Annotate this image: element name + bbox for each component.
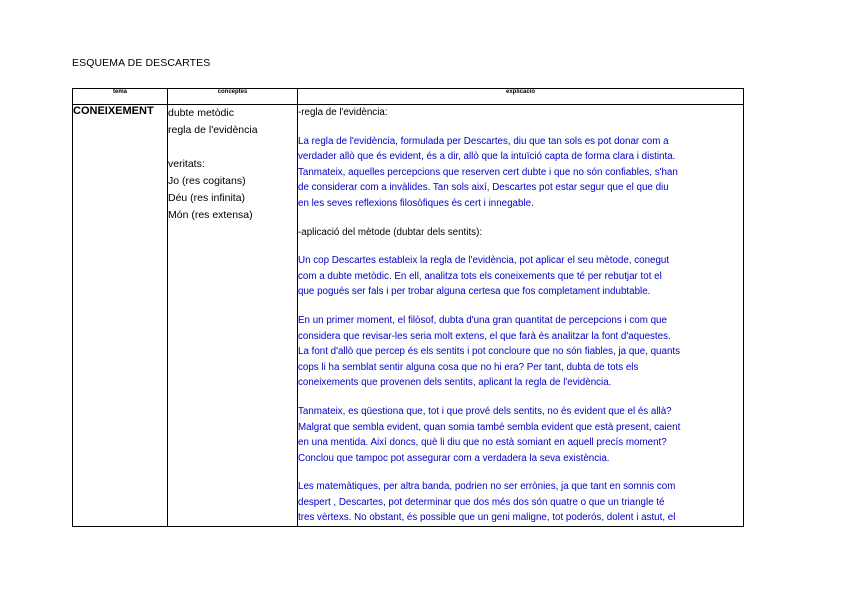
section-heading-line: -regla de l'evidència: [298, 107, 388, 118]
explanation-line: Tanmateix, es qüestiona que, tot i que prové dels sentits, no és evident que el és allà? [298, 405, 672, 417]
explicacio-cell [298, 105, 744, 527]
header-conceptes: conceptes [168, 89, 298, 105]
explanation-line: En un primer moment, el filòsof, dubta d'una gran quantitat de percepcions i com que [298, 314, 667, 326]
header-tema: tema [73, 89, 168, 105]
table-header-row [73, 89, 744, 105]
document-title: ESQUEMA DE DESCARTES [72, 57, 211, 69]
explanation-line: Un cop Descartes estableix la regla de l'evidència, pot aplicar el seu mètode, conegut [298, 255, 670, 267]
concept-item: Món (res extensa) [168, 209, 253, 221]
explanation-line: coneixements que provenen dels sentits, aplicant la regla de l'evidència. [298, 377, 612, 389]
concept-item: Jo (res cogitans) [168, 175, 246, 187]
explanation-line: Malgrat que sembla evident, quan somia també sembla evident que està present, caient [298, 421, 681, 433]
concept-item: veritats: [168, 158, 205, 170]
explanation-line: tres vèrtexs. No obstant, és possible que un geni maligne, tot poderós, dolent i astut, el [298, 512, 676, 524]
paragraph-spacer [298, 212, 743, 225]
paragraph-spacer [298, 121, 743, 134]
explanation-line: cops li ha semblat sentir alguna cosa que no hi era? Per tant, dubta de tots els [298, 361, 639, 373]
conceptes-cell [168, 105, 298, 527]
table-row [73, 105, 744, 527]
explanation-line: que pogués ser fals i per trobar alguna certesa que fos completament indubtable. [298, 286, 651, 298]
paragraph-spacer [298, 466, 743, 479]
explanation-line: com a dubte metòdic. En ell, analitza tots els coneixements que té per rebutjar tot el [298, 270, 662, 282]
concept-item: Déu (res infinita) [168, 192, 246, 204]
explanation-line: despert , Descartes, pot determinar que dos més dos són quatre o que un triangle té [298, 496, 665, 508]
concept-item: dubte metòdic [168, 107, 234, 119]
explanation-line: considera que revisar-les seria molt extens, el que farà és analitzar la font d'aquestes. [298, 330, 671, 342]
concept-item: regla de l'evidència [168, 124, 258, 136]
explanation-line: de considerar com a invàlides. Tan sols així, Descartes pot estar segur que el que diu [298, 182, 669, 194]
concept-spacer [168, 139, 297, 156]
explanation-line: La font d'allò que percep és els sentits i pot concloure que no són fiables, ja que, quants [298, 346, 681, 358]
descartes-scheme-table [72, 88, 744, 527]
explanation-line: Conclou que tampoc pot assegurar com a verdadera la seva existència. [298, 452, 610, 464]
explanation-line: en les seves reflexions filosòfiques és cert i innegable. [298, 197, 534, 209]
explanation-line: en una mentida. Així doncs, què li diu que no està somiant en aquell precís moment? [298, 437, 667, 449]
explanation-line: La regla de l'evidència, formulada per Descartes, diu que tan sols es pot donar com a [298, 135, 669, 147]
explanation-line: verdader allò que és evident, és a dir, allò que la intuïció capta de forma clara i distinta. [298, 151, 676, 163]
paragraph-spacer [298, 240, 743, 253]
explanation-line: Les matemàtiques, per altra banda, podrien no ser errònies, ja que tant en somnis com [298, 481, 676, 493]
header-explicacio: explicació [298, 89, 744, 105]
paragraph-spacer [298, 300, 743, 313]
tema-cell: CONEIXEMENT [73, 105, 168, 527]
explanation-line: Tanmateix, aquelles percepcions que reserven cert dubte i que no són confiables, s'han [298, 166, 678, 178]
paragraph-spacer [298, 391, 743, 404]
section-heading-line: -aplicació del mètode (dubtar dels sentits): [298, 226, 483, 238]
